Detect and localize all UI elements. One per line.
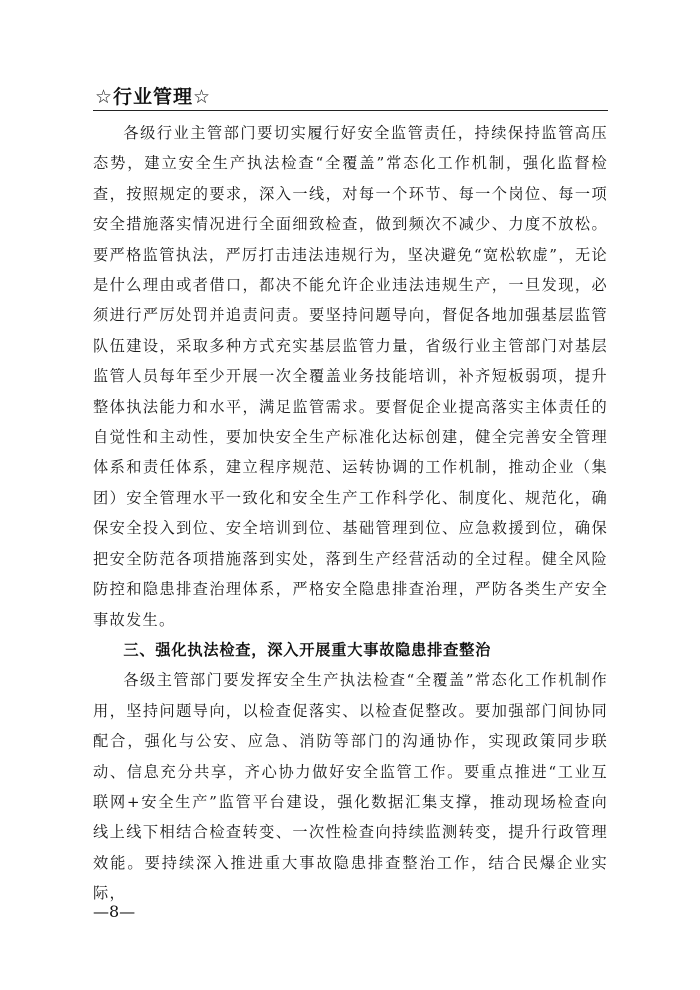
page-number: —8— [93, 902, 136, 921]
document-body [93, 118, 608, 909]
body-paragraph-1: 各级行业主管部门要切实履行好安全监管责任，持续保持监管高压态势，建立安全生产执法检查“全覆盖”常态化工作机制，强化监督检查，按照规定的要求，深入一线，对每一个环节、每一个岗位、每一项安全措施落实情况进行全面细致检查，做到频次不减少、力度不放松。要严格监管执法，严厉打击违法违规行为，坚决避免“宽松软虚”，无论是什么理由或者借口，都决不能允许企业违法违规生产，一旦发现，必须进行严厉处罚并追责问责。要坚持问题导向，督促各地加强基层监管队伍建设，采取多种方式充实基层监管力量，省级行业主管部门对基层监管人员每年至少开展一次全覆盖业务技能培训，补齐短板弱项，提升整体执法能力和水平，满足监管需求。要督促企业提高落实主体责任的自觉性和主动性，要加快安全生产标准化达标创建，健全完善安全管理体系和责任体系，建立程序规范、运转协调的工作机制，推动企业（集团）安全管理水平一致化和安全生产工作科学化、制度化、规范化，确保安全投入到位、安全培训到位、基础管理到位、应急救援到位，确保把安全防范各项措施落到实处，落到生产经营活动的全过程。健全风险防控和隐患排查治理体系，严格安全隐患排查治理，严防各类生产安全事故发生。 [93, 124, 608, 629]
body-paragraph-2: 各级主管部门要发挥安全生产执法检查“全覆盖”常态化工作机制作用，坚持问题导向，以检查促落实、以检查促整改。要加强部门间协同配合，强化与公安、应急、消防等部门的沟通协作，实现政策同步联动、信息充分共享，齐心协力做好安全监管工作。要重点推进“工业互联网+安全生产”监管平台建设，强化数据汇集支撑，推动现场检查向线上线下相结合检查转变、一次性检查向持续监测转变，提升行政管理效能。要持续深入推进重大事故隐患排查整治工作，结合民爆企业实际， [93, 671, 608, 903]
section-heading-3: 三、强化执法检查，深入开展重大事故隐患排查整治 [123, 640, 492, 659]
section-category-title: ☆行业管理☆ [95, 86, 212, 108]
page-header [93, 80, 608, 111]
